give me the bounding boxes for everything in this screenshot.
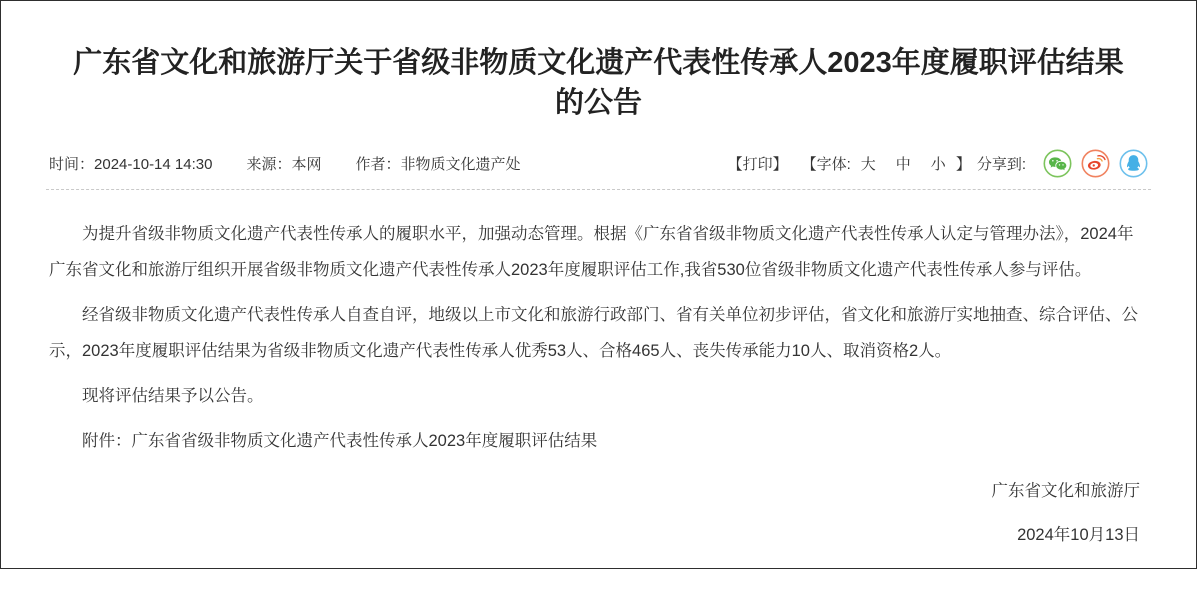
meta-author-value: 非物质文化遗产处 bbox=[400, 156, 521, 173]
print-button[interactable]: 【打印】 bbox=[727, 156, 788, 173]
page-title: 广东省文化和旅游厅关于省级非物质文化遗产代表性传承人2023年度履职评估结果的公告 bbox=[73, 47, 1124, 119]
font-size-small-button[interactable]: 小 bbox=[930, 156, 946, 173]
paragraph-1: 为提升省级非物质文化遗产代表性传承人的履职水平，加强动态管理。根据《广东省省级非物质文化遗产代表性传承人认定与管理办法》，2024年广东省文化和旅游厅组织开展省级非物质文化遗产代表性传承人2023年度履职评估工作,我省530位省级非物质文化遗产代表性传承人参与评估。 bbox=[49, 225, 1134, 279]
attachment-line: 附件：广东省省级非物质文化遗产代表性传承人2023年度履职评估结果 bbox=[82, 432, 598, 450]
paragraph-2: 经省级非物质文化遗产代表性传承人自查自评，地级以上市文化和旅游行政部门、省有关单位初步评估，省文化和旅游厅实地抽查、综合评估、公示，2023年度履职评估结果为省级非物质文化遗产代表性传承人优秀53人、合格465人、丧失传承能力10人、取消资格2人。 bbox=[49, 306, 1138, 360]
meta-info bbox=[49, 153, 555, 174]
signature-org: 广东省文化和旅游厅 bbox=[991, 482, 1140, 500]
font-size-group bbox=[802, 153, 971, 174]
meta-time-value: 2024-10-14 14:30 bbox=[94, 156, 213, 173]
meta-actions bbox=[728, 149, 1148, 178]
paragraph-3: 现将评估结果予以公告。 bbox=[82, 387, 264, 405]
qq-share-icon[interactable] bbox=[1119, 149, 1148, 178]
meta-source bbox=[246, 153, 321, 174]
font-size-large-button[interactable]: 大 bbox=[860, 156, 876, 173]
font-size-group-open: 【字体: bbox=[801, 156, 851, 173]
wechat-share-icon[interactable] bbox=[1043, 149, 1072, 178]
meta-bar bbox=[49, 149, 1148, 178]
meta-source-label: 来源： bbox=[246, 156, 292, 173]
meta-author-label: 作者： bbox=[355, 156, 401, 173]
meta-author bbox=[355, 153, 520, 174]
meta-source-value: 本网 bbox=[291, 156, 322, 173]
separator-line bbox=[46, 189, 1151, 190]
weibo-share-icon[interactable] bbox=[1081, 149, 1110, 178]
meta-time-label: 时间： bbox=[49, 156, 95, 173]
signature-date: 2024年10月13日 bbox=[1017, 526, 1140, 544]
font-size-medium-button[interactable]: 中 bbox=[895, 156, 911, 173]
announcement-page bbox=[1, 43, 1196, 610]
font-size-group-close: 】 bbox=[955, 156, 971, 173]
share-label: 分享到: bbox=[976, 156, 1026, 173]
share-icons bbox=[1034, 149, 1148, 178]
meta-time bbox=[49, 153, 212, 174]
article-body bbox=[49, 216, 1146, 459]
signature-block bbox=[49, 473, 1140, 553]
